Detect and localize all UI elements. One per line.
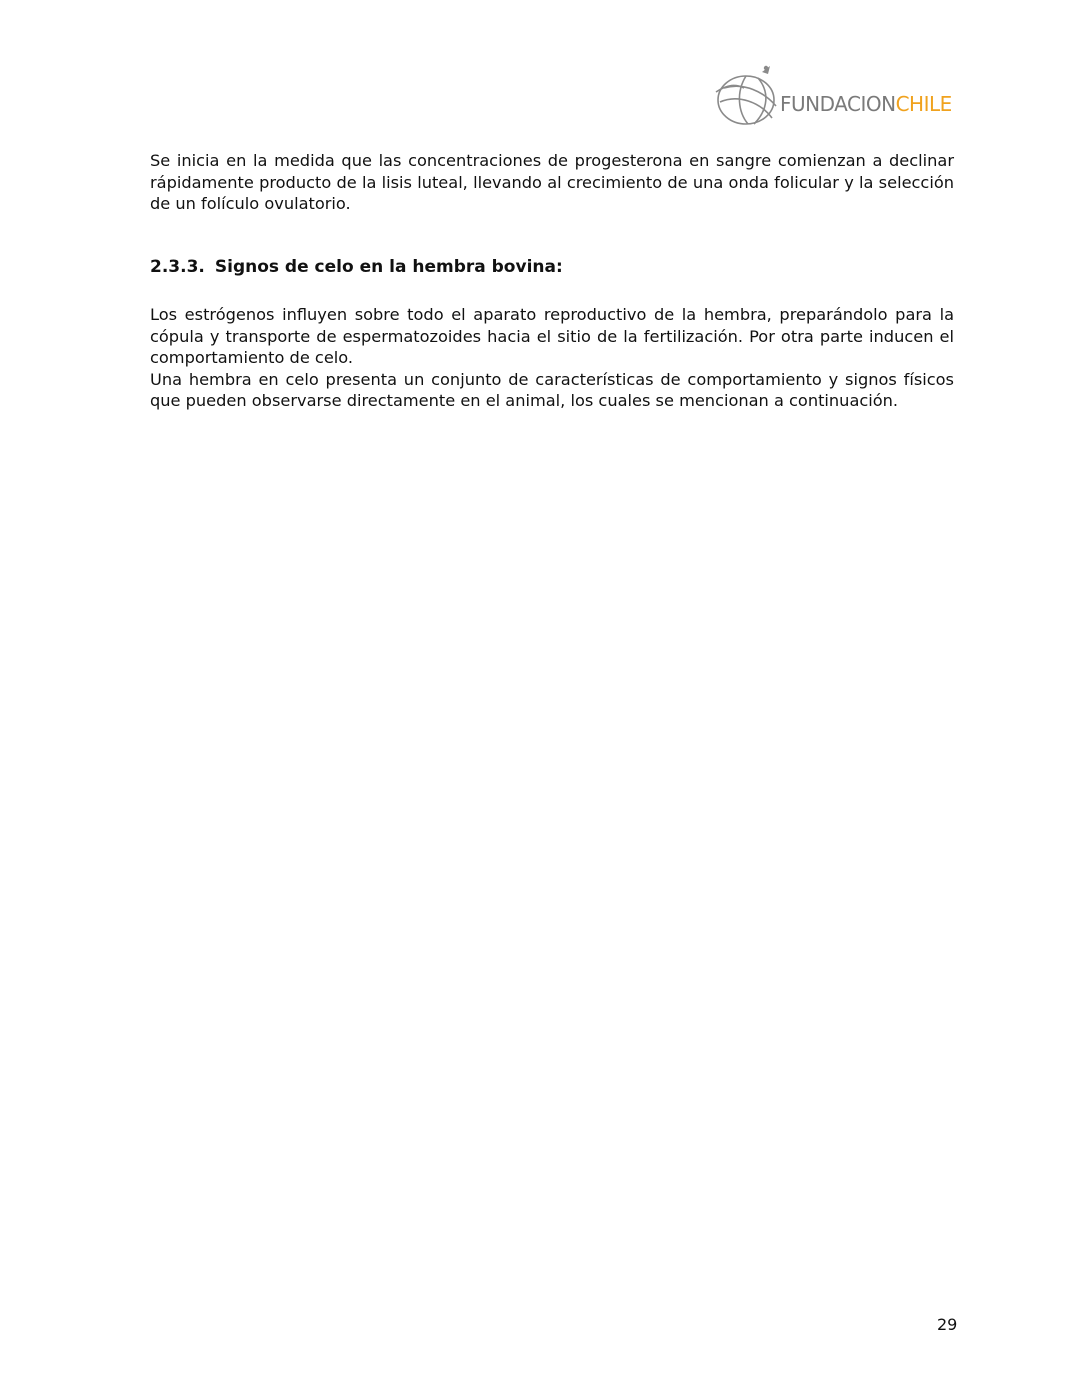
section-body: [150, 304, 954, 412]
globe-swirl-icon: [714, 62, 784, 128]
fundacion-chile-logo: [714, 62, 959, 128]
logo-text-fundacion: FUNDACION: [780, 92, 896, 116]
section-title: Signos de celo en la hembra bovina:: [214, 257, 563, 277]
paragraph-estrogens: Los estrógenos influyen sobre todo el aparato reproductivo de la hembra, preparándolo para la cópula y transporte de espermatozoides hacia el sitio de la fertilización. Por otra parte inducen el comportamiento de celo.: [150, 305, 954, 367]
section-number: 2.3.3.: [150, 257, 205, 277]
section-heading: [150, 257, 563, 277]
paragraph-heat-signs: Una hembra en celo presenta un conjunto de características de comportamiento y signos físicos que pueden observarse directamente en el animal, los cuales se mencionan a continuación.: [150, 369, 954, 410]
logo-text-chile: CHILE: [895, 92, 952, 116]
logo-wordmark: [780, 92, 952, 116]
paragraph-progesterone: Se inicia en la medida que las concentraciones de progesterona en sangre comienzan a declinar rápidamente producto de la lisis luteal, llevando al crecimiento de una onda folicular y la selección de un folículo ovulatorio.: [150, 151, 954, 213]
page-number: 29: [937, 1315, 958, 1334]
intro-paragraph-block: [150, 150, 954, 215]
